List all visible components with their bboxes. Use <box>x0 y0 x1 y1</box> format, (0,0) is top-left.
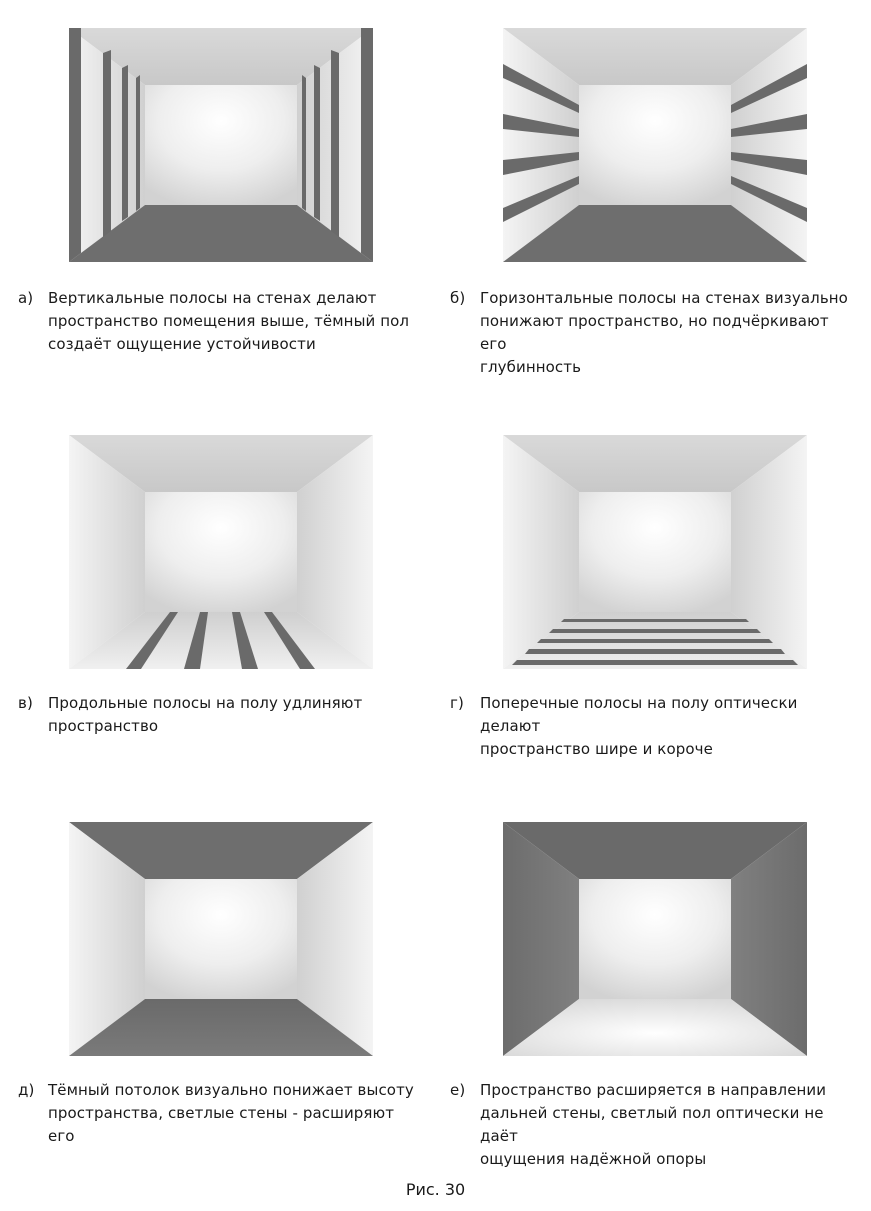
room-illustration-dark-ceiling <box>69 822 373 1056</box>
caption-line: ощущения надёжной опоры <box>480 1150 707 1168</box>
back-wall <box>579 879 731 999</box>
back-wall <box>145 85 297 205</box>
caption-b <box>450 287 850 379</box>
caption-line: пространство <box>48 717 159 735</box>
caption-g <box>450 692 850 761</box>
room-illustration-horizontal-wall-stripes <box>503 28 807 262</box>
room-illustration-longitudinal-floor-stripes <box>69 435 373 669</box>
room-illustration-dark-side-walls <box>503 822 807 1056</box>
caption-line: Пространство расширяется в направлении <box>480 1081 827 1099</box>
back-wall <box>579 85 731 205</box>
caption-e <box>450 1079 850 1171</box>
caption-line: создаёт ощущение устойчивости <box>48 335 316 353</box>
caption-line: Вертикальные полосы на стенах делают <box>48 289 377 307</box>
figure-caption: Рис. 30 <box>405 1180 466 1199</box>
caption-line: Поперечные полосы на полу оптически делают <box>480 694 798 735</box>
caption-letter: в) <box>18 694 33 712</box>
caption-line: Тёмный потолок визуально понижает высоту <box>48 1081 414 1099</box>
caption-d <box>18 1079 418 1148</box>
caption-letter: г) <box>450 694 464 712</box>
caption-line: понижают пространство, но подчёркивают его <box>480 312 829 353</box>
caption-letter: д) <box>18 1081 35 1099</box>
back-wall <box>145 492 297 612</box>
back-wall <box>145 879 297 999</box>
caption-letter: б) <box>450 289 466 307</box>
room-illustration-transverse-floor-stripes <box>503 435 807 669</box>
caption-v <box>18 692 418 738</box>
caption-line: Продольные полосы на полу удлиняют <box>48 694 363 712</box>
caption-line: Горизонтальные полосы на стенах визуально <box>480 289 848 307</box>
back-wall <box>579 492 731 612</box>
caption-line: пространство шире и короче <box>480 740 713 758</box>
caption-line: глубинность <box>480 358 582 376</box>
caption-letter: а) <box>18 289 34 307</box>
caption-line: дальней стены, светлый пол оптически не даёт <box>480 1104 824 1145</box>
caption-line: пространства, светлые стены - расширяют его <box>48 1104 395 1145</box>
room-illustration-vertical-wall-stripes <box>69 28 373 262</box>
caption-a <box>18 287 418 356</box>
caption-line: пространство помещения выше, тёмный пол <box>48 312 410 330</box>
caption-letter: е) <box>450 1081 466 1099</box>
